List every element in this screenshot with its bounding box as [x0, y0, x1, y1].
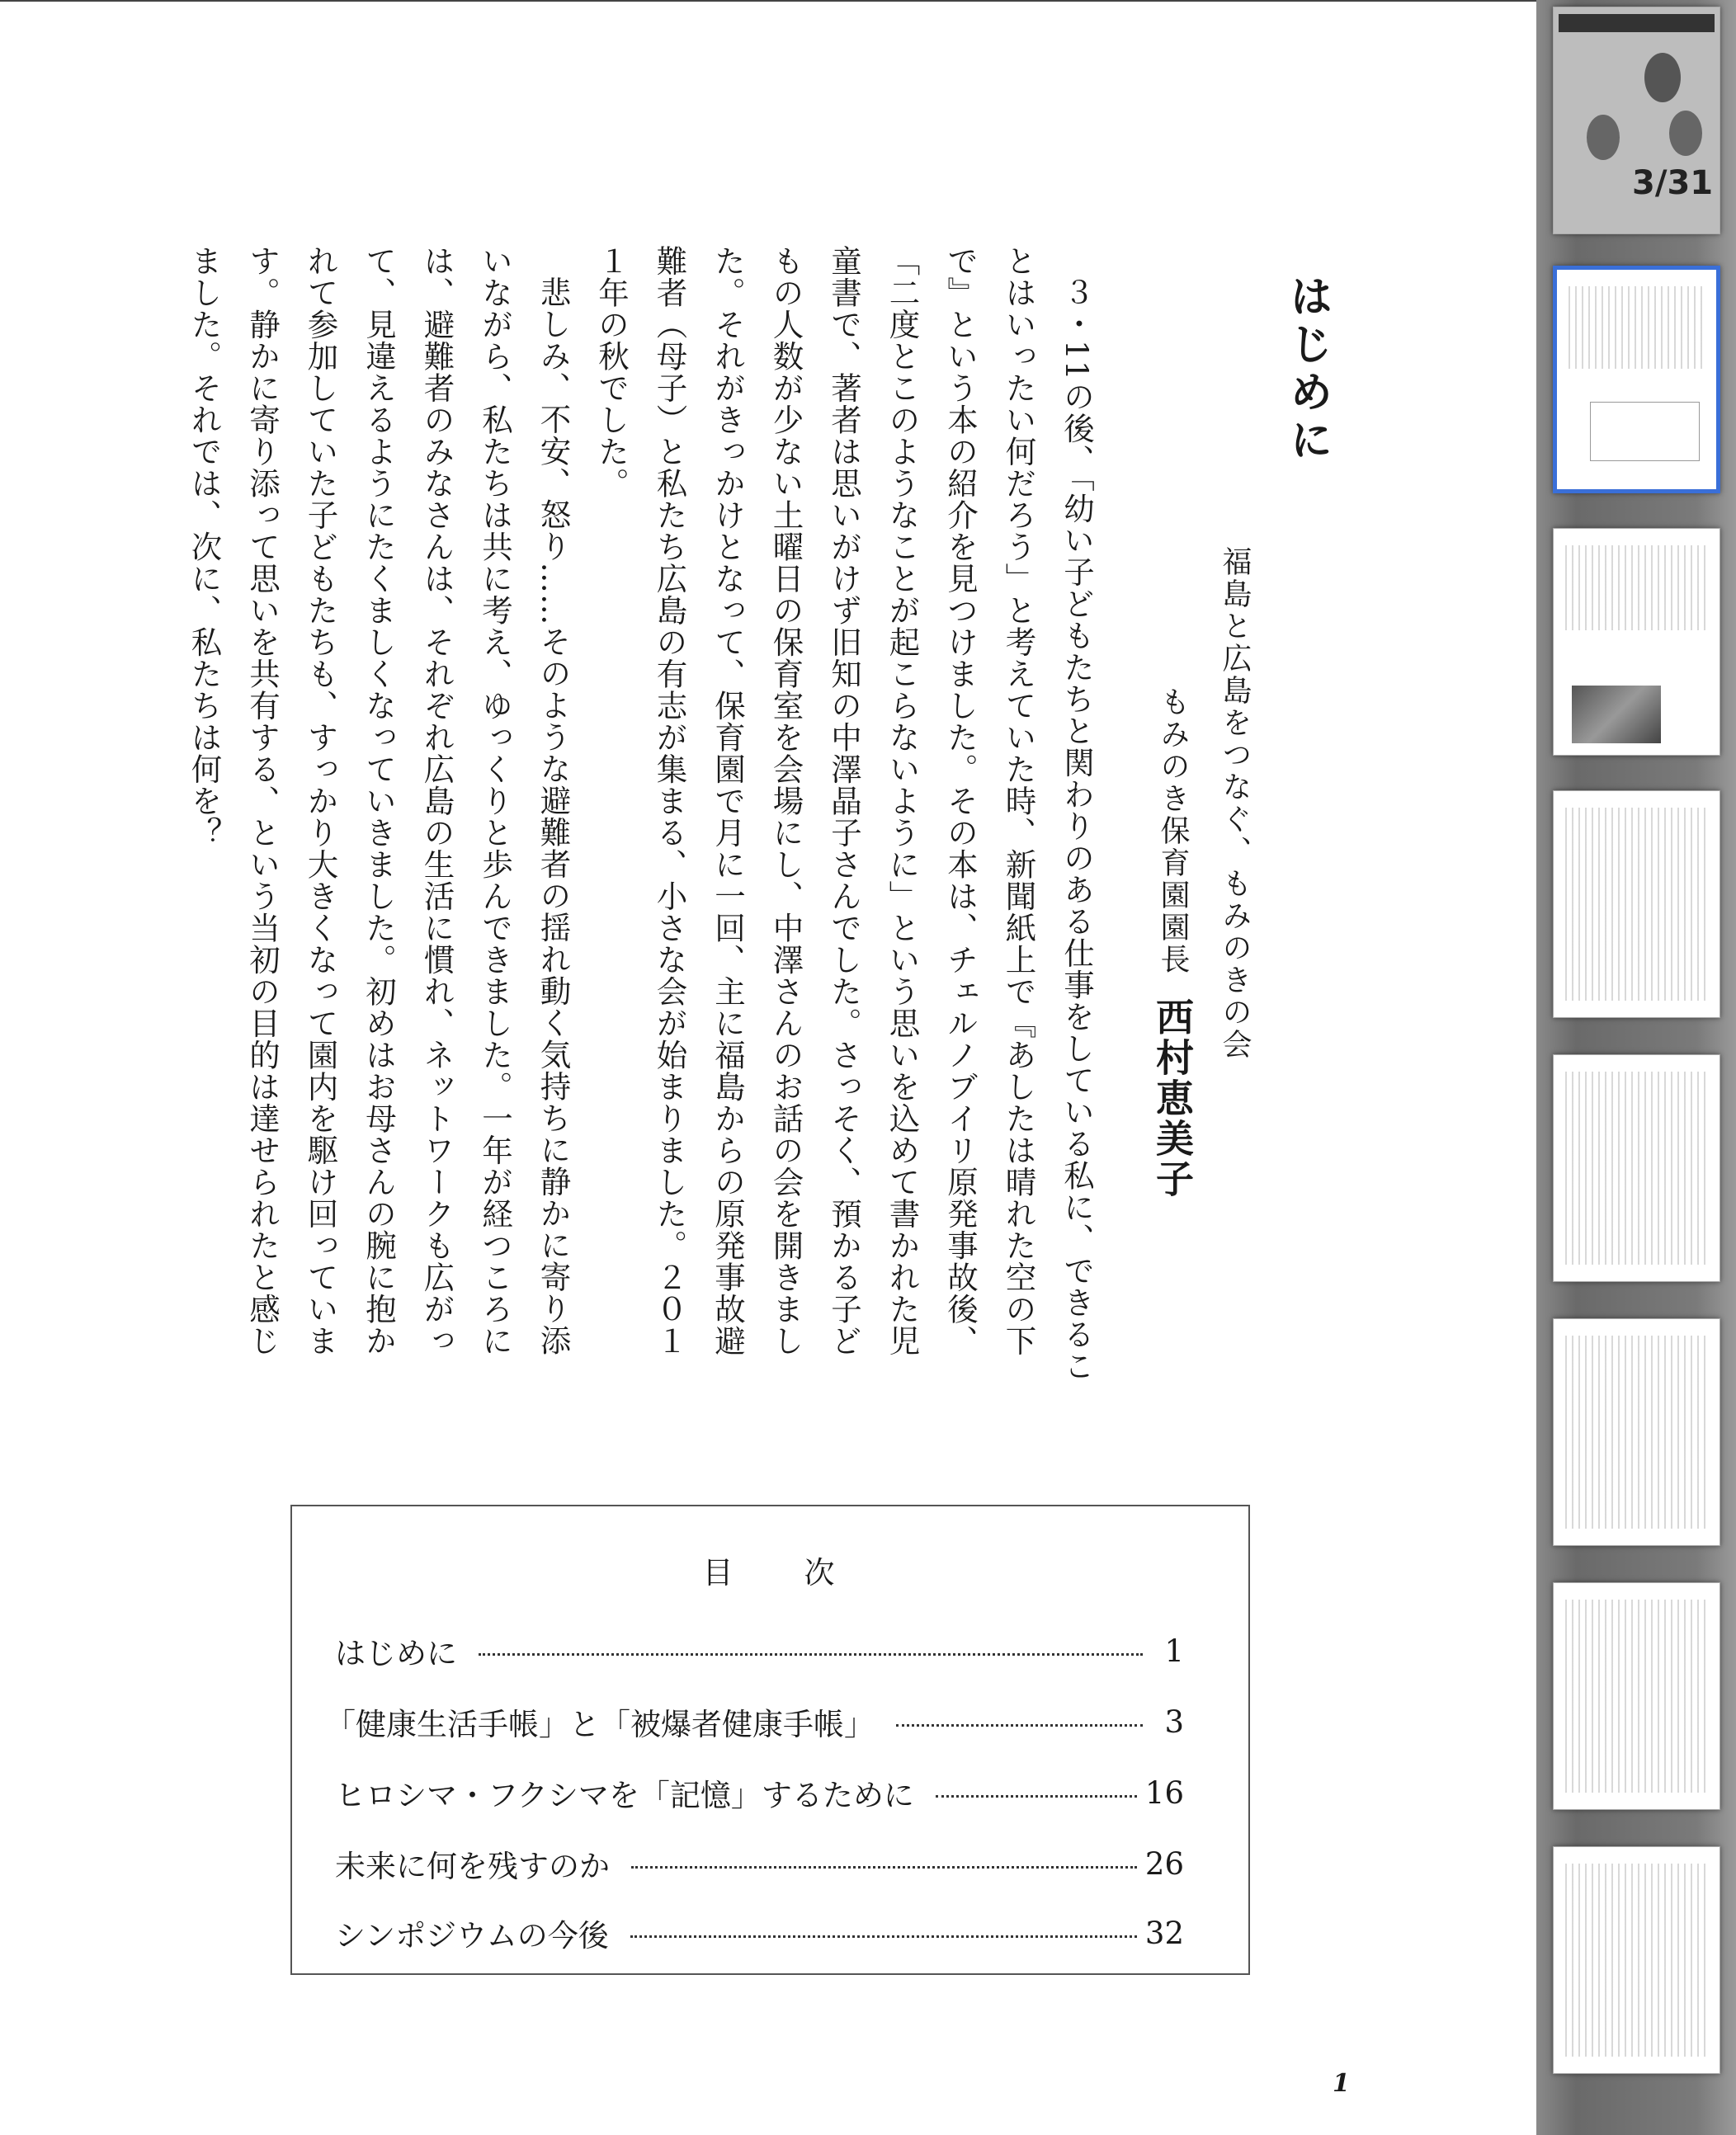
author-role: もみのき保育園園長 [1156, 686, 1190, 976]
page-thumbnail-selected[interactable] [1553, 266, 1720, 493]
page-thumbnail[interactable] [1553, 528, 1720, 756]
page-thumbnail-sidebar[interactable] [1536, 0, 1736, 2135]
toc-entry[interactable] [325, 1703, 1184, 1742]
toc-entry-page: 16 [1144, 1774, 1184, 1811]
paragraph-2: 悲しみ、不安、怒り……そのような避難者の揺れ動く気持ちに静かに寄り添いながら、私たちは共に考え、ゆっくりと歩んできました。一年が経つころには、避難者のみなさんは、それぞれ広島の生活に慣れ、ネットワークも広がって、見違えるようにたくましくなっていきました。初めはお母さんの腕に抱かれて参加していた子どもたちも、すっかり大きくなって園内を駆け回っています。静かに寄り添って思いを共有する、という当初の目的は達せられたと感じました。それでは、次に、私たちは何を？ [186, 245, 572, 1357]
thumbnail-text-lines [1565, 1336, 1708, 1529]
thumbnail-text-lines [1565, 1072, 1708, 1265]
page-number: 1 [1333, 2069, 1350, 2098]
thumbnail-photo [1572, 686, 1661, 743]
table-of-contents [290, 1505, 1250, 1975]
poster-portrait [1669, 111, 1702, 156]
thumbnail-text-lines [1565, 545, 1708, 630]
author-name: 西村恵美子 [1150, 997, 1195, 1199]
toc-entry[interactable] [335, 1914, 1184, 1952]
toc-entry-label: ヒロシマ・フクシマを「記憶」するために [335, 1778, 914, 1813]
article-title: はじめに [1282, 274, 1333, 465]
toc-entry-label: シンポジウムの今後 [335, 1918, 609, 1954]
toc-entry[interactable] [335, 1845, 1184, 1883]
page-thumbnail[interactable] [1553, 1318, 1720, 1546]
toc-entry-label: 「健康生活手帳」と「被爆者健康手帳」 [325, 1707, 875, 1742]
toc-leader-dots [896, 1724, 1143, 1727]
poster-portrait [1587, 115, 1620, 160]
poster-portrait [1644, 53, 1681, 102]
page-thumbnail[interactable] [1553, 790, 1720, 1018]
page-thumbnail[interactable] [1553, 7, 1720, 234]
thumbnail-text-lines [1569, 286, 1705, 369]
toc-heading: 目 次 [702, 1555, 838, 1591]
thumbnail-text-lines [1565, 1600, 1708, 1793]
page-thumbnail[interactable] [1553, 1054, 1720, 1282]
toc-entry-page: 32 [1144, 1915, 1184, 1951]
thumbnail-text-lines [1565, 1864, 1708, 2057]
toc-leader-dots [479, 1653, 1143, 1656]
toc-entry-label: はじめに [335, 1636, 457, 1671]
toc-leader-dots [631, 1866, 1137, 1869]
article-body [175, 245, 1106, 1383]
toc-entry[interactable] [335, 1774, 1184, 1812]
toc-entry-label: 未来に何を残すのか [335, 1849, 610, 1884]
toc-entry-page: 1 [1164, 1633, 1184, 1669]
toc-entry[interactable] [335, 1632, 1184, 1670]
toc-leader-dots [630, 1935, 1137, 1938]
author-line [1145, 686, 1200, 1199]
toc-entry-page: 3 [1164, 1704, 1184, 1740]
poster-date: 3/31 [1632, 164, 1714, 202]
toc-entry-page: 26 [1144, 1845, 1184, 1882]
toc-leader-dots [936, 1795, 1137, 1798]
thumbnail-text-lines [1565, 808, 1708, 1001]
page-thumbnail[interactable] [1553, 1582, 1720, 1810]
page-thumbnail[interactable] [1553, 1846, 1720, 2074]
article-subtitle: 福島と広島をつなぐ、もみのきの会 [1218, 546, 1252, 1061]
thumbnail-toc-box [1590, 402, 1700, 461]
poster-header-bar [1559, 14, 1715, 32]
paragraph-1: ３・11の後、「幼い子どもたちと関わりのある仕事をしている私に、できることはいったい何だろう」と考えていた時、新聞紙上で『あしたは晴れた空の下で』という本の紹介を見つけました。その本は、チェルノブイリ原発事故後、「二度とこのようなことが起こらないように」という思いを込めて書かれた児童書で、著者は思いがけず旧知の中澤晶子さんでした。さっそく、預かる子どもの人数が少ない土曜日の保育室を会場にし、中澤さんのお話の会を開きました。それがきっかけとなって、保育園で月に一回、主に福島からの原発事故避難者（母子）と私たち広島の有志が集まる、小さな会が始まりました。２０１１年の秋でした。 [593, 245, 1095, 1382]
